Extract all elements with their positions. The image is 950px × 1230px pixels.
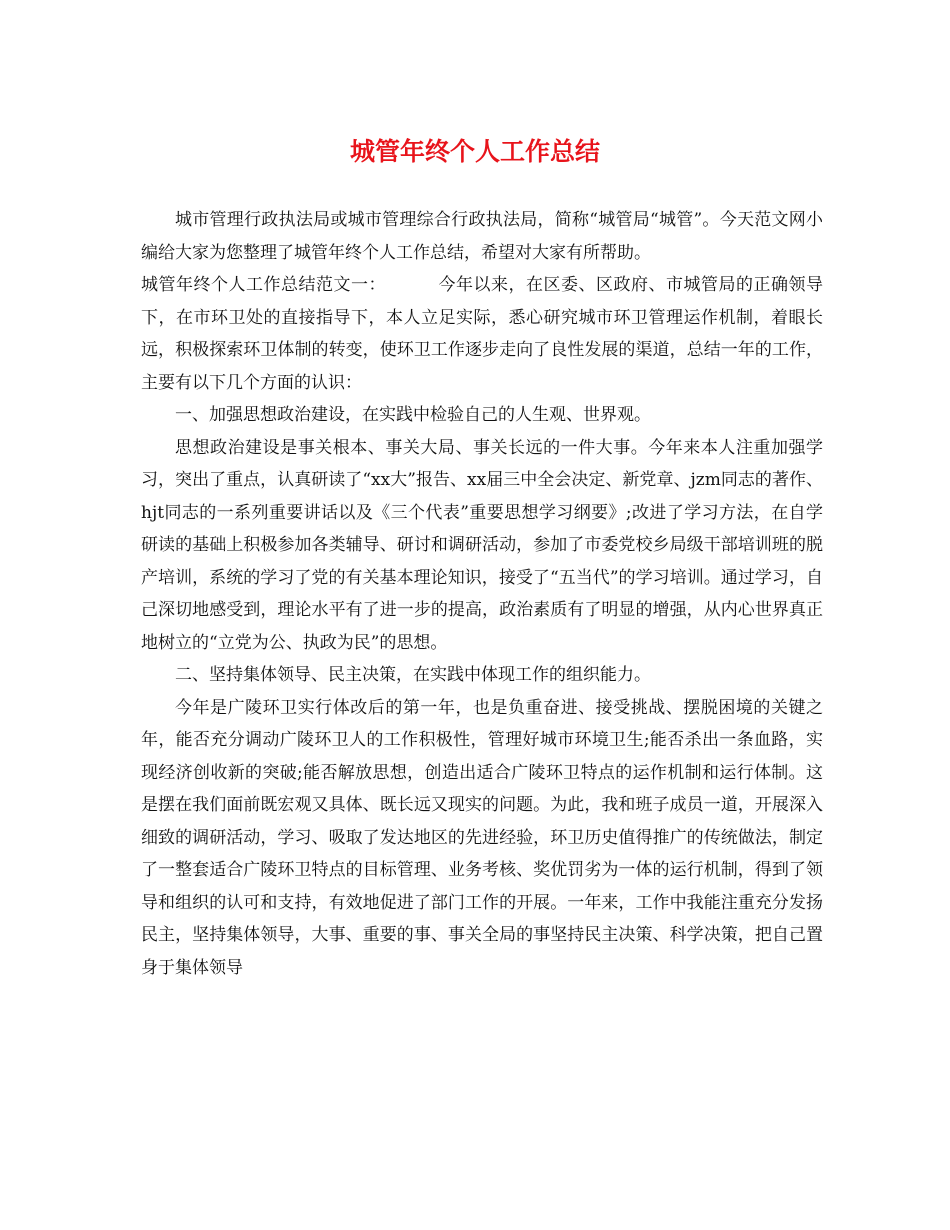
sample-opening: 今年以来，在区委、区政府、市城管局的正确领导下，在市环卫处的直接指导下，本人立足实际，悉心研究城市环卫管理运作机制，着眼长远，积极探索环卫体制的转变，使环卫工作逐步走向了良性发展的渠道，总结一年的工作，主要有以下几个方面的认识：: [141, 275, 823, 393]
sample-intro-paragraph: [141, 269, 823, 399]
section-paragraph-2: 今年是广陵环卫实行体改后的第一年，也是负重奋进、接受挑战、摆脱困境的关键之年，能否充分调动广陵环卫人的工作积极性，管理好城市环境卫生;能否杀出一条血路，实现经济创收新的突破;能否解放思想，创造出适合广陵环卫特点的运作机制和运行体制。这是摆在我们面前既宏观又具体、既长远又现实的问题。为此，我和班子成员一道，开展深入细致的调研活动，学习、吸取了发达地区的先进经验，环卫历史值得推广的传统做法，制定了一整套适合广陵环卫特点的目标管理、业务考核、奖优罚劣为一体的运行机制，得到了领导和组织的认可和支持，有效地促进了部门工作的开展。一年来，工作中我能注重充分发扬民主，坚持集体领导，大事、重要的事、事关全局的事坚持民主决策、科学决策，把自己置身于集体领导: [141, 697, 823, 978]
section-heading-2: 二、坚持集体领导、民主决策，在实践中体现工作的组织能力。: [175, 665, 651, 685]
section-paragraph-1: 思想政治建设是事关根本、事关大局、事关长远的一件大事。今年来本人注重加强学习，突出了重点，认真研读了“xx大”报告、xx届三中全会决定、新党章、jzm同志的著作、hjt同志的一系列重要讲话以及《三个代表”重要思想学习纲要》;改进了学习方法，在自学研读的基础上积极参加各类辅导、研讨和调研活动，参加了市委党校乡局级干部培训班的脱产培训，系统的学习了党的有关基本理论知识，接受了“五当代”的学习培训。通过学习，自己深切地感受到，理论水平有了进一步的提高，政治素质有了明显的增强，从内心世界真正地树立的“立党为公、执政为民”的思想。: [141, 437, 823, 653]
page-title: 城管年终个人工作总结: [349, 137, 600, 166]
section-heading-1: 一、加强思想政治建设，在实践中检验自己的人生观、世界观。: [175, 405, 651, 425]
document-body: [141, 204, 823, 984]
sample-label: 城管年终个人工作总结范文一：: [141, 275, 386, 295]
intro-paragraph: 城市管理行政执法局或城市管理综合行政执法局，简称“城管局“城管”。今天范文网小编给大家为您整理了城管年终个人工作总结，希望对大家有所帮助。: [141, 210, 823, 263]
